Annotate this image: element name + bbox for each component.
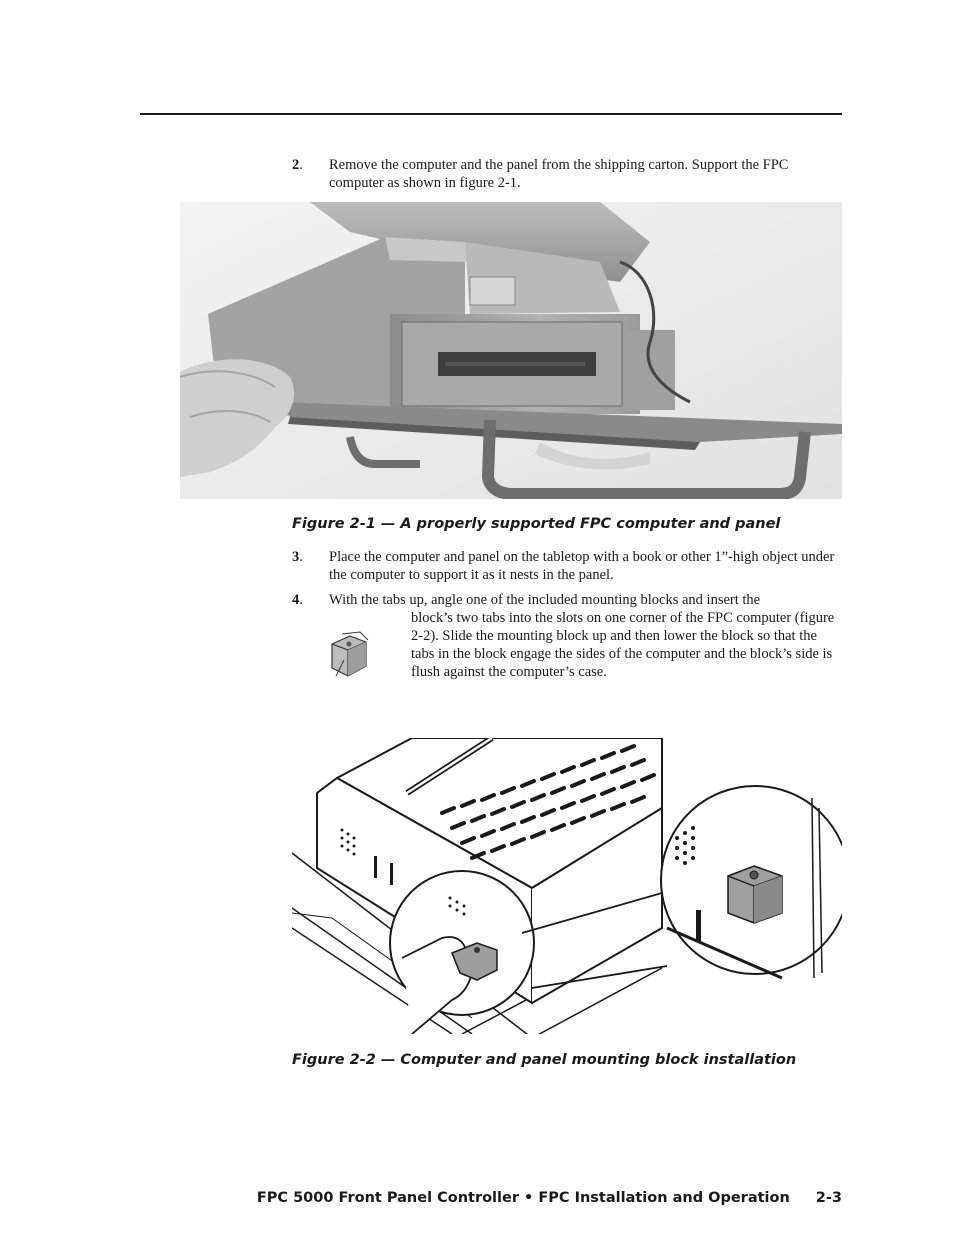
figure-2-1-caption: Figure 2-1 — A properly supported FPC computer and panel xyxy=(292,516,781,532)
step-4 xyxy=(292,591,842,701)
step-number: 3. xyxy=(292,549,303,565)
step-text: Place the computer and panel on the tabletop with a book or other 1”-high object under the computer to support it as it nests in the panel. xyxy=(329,549,835,583)
page-footer xyxy=(140,1190,842,1206)
step-3 xyxy=(292,548,842,588)
page-number: 2-3 xyxy=(815,1190,842,1206)
mounting-block-icon xyxy=(328,630,372,678)
step-2 xyxy=(292,156,842,196)
step-text-first-line: With the tabs up, angle one of the included mounting blocks and insert the xyxy=(329,592,761,608)
header-rule xyxy=(140,113,842,115)
figure-2-2-drawing xyxy=(292,738,842,1034)
step-text: Remove the computer and the panel from the shipping carton. Support the FPC computer as shown in figure 2-1. xyxy=(329,157,789,191)
figure-2-1-photo xyxy=(180,202,842,499)
step-number: 4. xyxy=(292,592,303,608)
footer-title: FPC 5000 Front Panel Controller • FPC Installation and Operation xyxy=(256,1190,790,1206)
step-text-continued: block’s two tabs into the slots on one corner of the FPC computer (figure 2-2). Slide the mounting block up and then lower the block so that the tabs in the block engage the sides of the computer and the block’s side is flush against the computer’s case. xyxy=(411,610,835,680)
figure-2-2-caption: Figure 2-2 — Computer and panel mounting block installation xyxy=(292,1052,797,1068)
step-number: 2. xyxy=(292,157,303,173)
